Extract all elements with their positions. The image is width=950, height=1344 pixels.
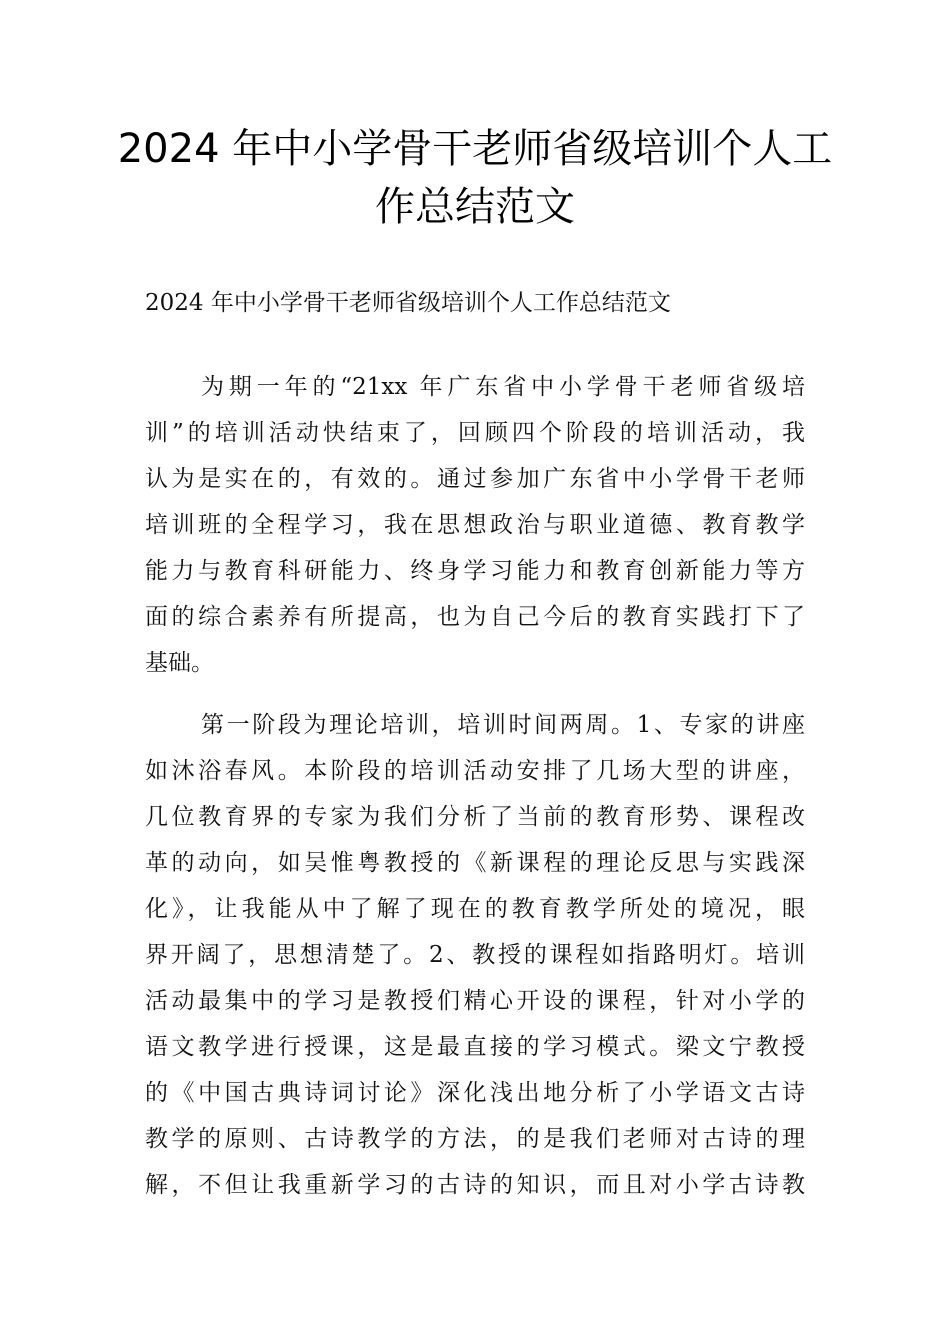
paragraph-line: 能力与教育科研能力、终身学习能力和教育创新能力等方 <box>145 558 805 584</box>
paragraph-line: 为期一年的“21xx 年广东省中小学骨干老师省级培 <box>201 374 805 400</box>
document-body <box>145 280 805 1208</box>
document-subtitle: 2024 年中小学骨干老师省级培训个人工作总结范文 <box>145 290 671 316</box>
paragraph-2 <box>145 702 805 1208</box>
paragraph-line: 几位教育界的专家为我们分析了当前的教育形势、课程改 <box>145 804 805 830</box>
paragraph-line: 界开阔了，思想清楚了。2、教授的课程如指路明灯。培训 <box>145 942 805 968</box>
spacer <box>145 326 805 364</box>
paragraph-line: 培训班的全程学习，我在思想政治与职业道德、教育教学 <box>145 512 805 538</box>
title-line-1: 2024 年中小学骨干老师省级培训个人工 <box>117 126 833 172</box>
paragraph-line: 的《中国古典诗词讨论》深化浅出地分析了小学语文古诗 <box>145 1080 805 1106</box>
paragraph-line: 基础。 <box>145 650 214 676</box>
title-line-2: 作总结范文 <box>375 184 575 230</box>
document-title <box>100 120 850 236</box>
paragraph-line: 活动最集中的学习是教授们精心开设的课程，针对小学的 <box>145 988 805 1014</box>
paragraph-line: 化》，让我能从中了解了现在的教育教学所处的境况，眼 <box>145 896 805 922</box>
spacer <box>145 686 805 702</box>
paragraph-line: 如沐浴春风。本阶段的培训活动安排了几场大型的讲座， <box>145 758 805 784</box>
paragraph-1 <box>145 364 805 686</box>
paragraph-line: 解，不但让我重新学习的古诗的知识，而且对小学古诗教 <box>145 1172 805 1198</box>
paragraph-line: 教学的原则、古诗教学的方法，的是我们老师对古诗的理 <box>145 1126 805 1152</box>
paragraph-line: 语文教学进行授课，这是最直接的学习模式。梁文宁教授 <box>145 1034 805 1060</box>
paragraph-line: 面的综合素养有所提高，也为自己今后的教育实践打下了 <box>145 604 805 630</box>
paragraph-line: 训”的培训活动快结束了，回顾四个阶段的培训活动，我 <box>145 420 805 446</box>
paragraph-line: 第一阶段为理论培训，培训时间两周。1、专家的讲座 <box>201 712 805 738</box>
paragraph-line: 认为是实在的，有效的。通过参加广东省中小学骨干老师 <box>145 466 805 492</box>
paragraph-line: 革的动向，如吴惟粤教授的《新课程的理论反思与实践深 <box>145 850 805 876</box>
